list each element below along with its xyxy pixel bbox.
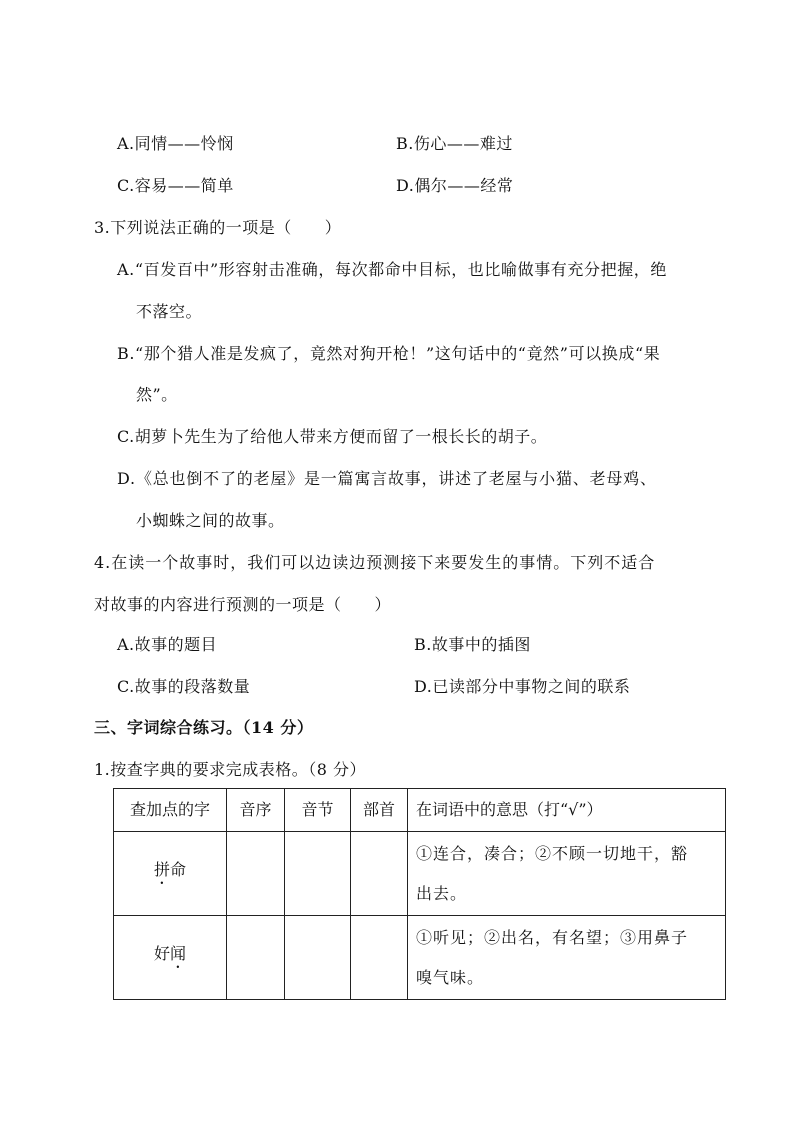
q4-option-c: C.故事的段落数量 xyxy=(117,677,251,696)
meaning-cell[interactable] xyxy=(408,832,726,916)
q4-stem-line2: 对故事的内容进行预测的一项是（ ） xyxy=(94,595,392,614)
meaning-line: ①连合，凑合；②不顾一切地干，豁 xyxy=(416,843,689,863)
q2-option-a: A.同情——怜悯 xyxy=(117,134,234,153)
section3-q1-stem: 1.按查字典的要求完成表格。（8 分） xyxy=(94,760,367,779)
q4-stem-line1: 4.在读一个故事时，我们可以边读边预测接下来要发生的事情。下列不适合 xyxy=(94,553,656,572)
q3-option-a-line1: A.“百发百中”形容射击准确，每次都命中目标，也比喻做事有充分把握，绝 xyxy=(117,260,668,279)
word-rest: 命 xyxy=(170,860,187,879)
q3-stem: 3.下列说法正确的一项是（ ） xyxy=(94,218,342,237)
q3-option-d-line2: 小蜘蛛之间的故事。 xyxy=(136,511,285,530)
syllable-answer-cell[interactable] xyxy=(285,916,351,1000)
initial-answer-cell[interactable] xyxy=(227,832,285,916)
q2-option-b: B.伤心——难过 xyxy=(396,134,513,153)
q3-option-a-line2: 不落空。 xyxy=(136,302,203,321)
section3-title: 三、字词综合练习。（14 分） xyxy=(94,718,314,737)
header-syllable: 音节 xyxy=(285,789,351,832)
meaning-line: 出去。 xyxy=(416,883,468,903)
dotted-char: 拼 xyxy=(153,860,170,879)
meaning-line: ①听见；②出名，有名望；③用鼻子 xyxy=(416,927,689,947)
table-row xyxy=(114,916,726,1000)
word-cell xyxy=(114,832,227,916)
word-cell xyxy=(114,916,227,1000)
radical-answer-cell[interactable] xyxy=(351,916,408,1000)
q3-option-d-line1: D.《总也倒不了的老屋》是一篇寓言故事，讲述了老屋与小猫、老母鸡、 xyxy=(117,469,657,488)
initial-answer-cell[interactable] xyxy=(227,916,285,1000)
q4-option-d: D.已读部分中事物之间的联系 xyxy=(414,677,631,696)
table-header-row xyxy=(114,789,726,832)
q4-option-a: A.故事的题目 xyxy=(117,635,218,654)
header-radical: 部首 xyxy=(351,789,408,832)
dictionary-table xyxy=(113,788,726,1000)
dotted-char: 闻 xyxy=(170,944,187,963)
radical-answer-cell[interactable] xyxy=(351,832,408,916)
q4-option-b: B.故事中的插图 xyxy=(414,635,531,654)
q3-option-b-line2: 然”。 xyxy=(136,385,178,404)
meaning-line: 嗅气味。 xyxy=(416,967,485,987)
header-target-char: 查加点的字 xyxy=(114,789,227,832)
meaning-cell[interactable] xyxy=(408,916,726,1000)
word-rest: 好 xyxy=(153,944,170,963)
header-initial: 音序 xyxy=(227,789,285,832)
table-row xyxy=(114,832,726,916)
q2-option-c: C.容易——简单 xyxy=(117,176,234,195)
q3-option-b-line1: B.“那个猎人准是发疯了，竟然对狗开枪！”这句话中的“竟然”可以换成“果 xyxy=(117,344,661,363)
q2-option-d: D.偶尔——经常 xyxy=(396,176,514,195)
q3-option-c: C.胡萝卜先生为了给他人带来方便而留了一根长长的胡子。 xyxy=(117,427,548,446)
header-meaning: 在词语中的意思（打“√”） xyxy=(408,789,726,832)
syllable-answer-cell[interactable] xyxy=(285,832,351,916)
